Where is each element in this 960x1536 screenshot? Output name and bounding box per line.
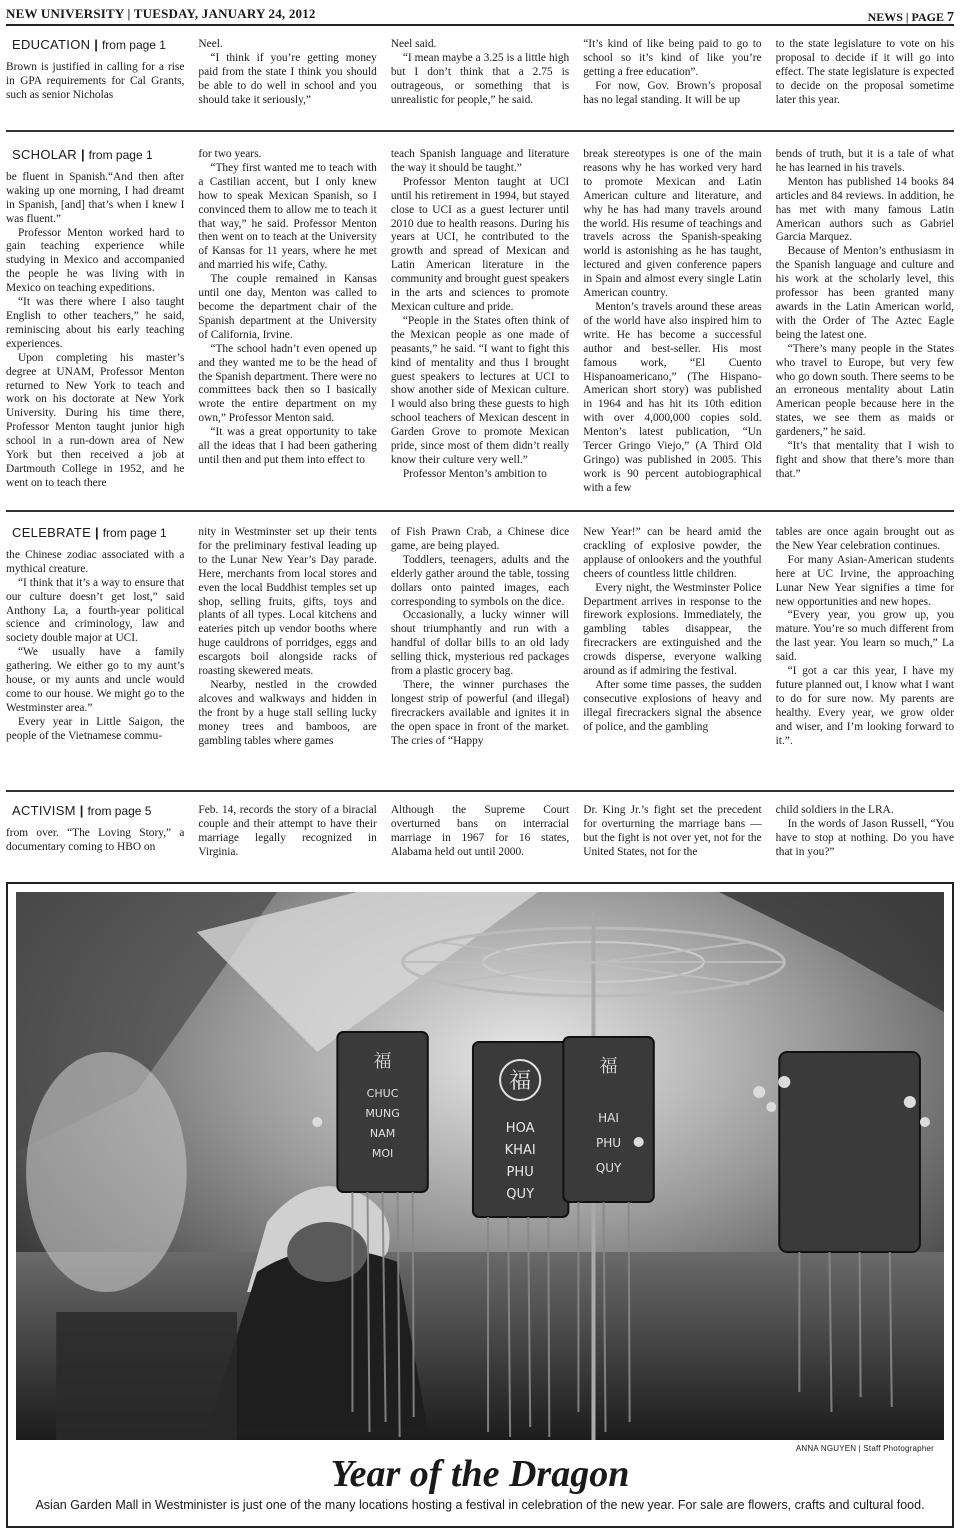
paragraph: bends of truth, but it is a tale of what he has learned in his travels. [775,148,955,174]
ornament-right-line: PHU [595,1136,622,1150]
education-jump-line [6,38,184,53]
jump-separator: | [94,38,98,52]
scholar-column-2 [198,148,376,498]
celebrate-column-2 [198,526,376,784]
photo-cutline: Asian Garden Mall in Westminister is just one of the many locations hosting a festival in celebration of the new year. For sale are flowers, crafts and cultural food. [35,1498,925,1512]
ornament-right-line: QUY [595,1161,622,1175]
paragraph: Feb. 14, records the story of a biracial couple and their attempt to have their marriage legally recognized in Virginia. [198,804,377,858]
festival-photo [16,892,944,1440]
ornament-left-line: NAM [369,1127,396,1140]
paragraph: Upon completing his master’s degree at UNAM, Professor Menton returned to New York to teach and work on his doctorate at New York University. During his time there, Professor Menton taught junior high school in a run-down area of New York but then received a job at Dartmouth College in 1952, and he went on to teach there [6,351,185,489]
paragraph: The couple remained in Kansas until one day, Menton was called to become the department chair of the Spanish department at the University of California, Irvine. [198,273,377,341]
paragraph: “It was there where I also taught English to other teachers,” he said, reminiscing about his early teaching experiences. [6,296,185,350]
jump-separator: | [95,526,99,540]
education-column-4 [583,38,761,126]
jump-separator: | [80,148,85,162]
paragraph: For many Asian-American students here at UC Irvine, the approaching Lunar New Year signifies a time for new opportunities and new hopes. [775,553,955,608]
activism-jump-line [6,804,184,819]
education-column-1 [6,38,184,126]
paragraph: Every night, the Westminster Police Department arrives in response to the firework explosions. Immediately, the gambling tables disappear, the firecrackers are extinguished and the crowds disperse, everyone walking around as if admiring the festival. [583,581,762,678]
ornament-center-line: PHU [506,1165,534,1180]
paragraph: Every year in Little Saigon, the people of the Vietnamese commu- [6,715,185,742]
activism-jump-story [6,800,954,876]
paragraph: Professor Menton worked hard to gain teaching experience while studying in Mexico and accompanied the people he was living with in Mexico on teaching expeditions. [6,226,185,295]
activism-column-3 [391,804,569,876]
paragraph: There, the winner purchases the longest strip of powerful (and illegal) firecrackers available and ignites it in the open space in front of the market. The cries of “Happy [390,678,570,747]
jump-slug: CELEBRATE [12,526,92,540]
photo-credit: ANNA NGUYEN | Staff Photographer [795,1444,934,1453]
paragraph: Professor Menton’s ambition to [402,467,547,480]
masthead-section-page [868,10,954,26]
jump-from-page: from page 5 [87,804,152,818]
paragraph: After some time passes, the sudden consecutive explosions of heavy and illegal firecrackers signal the absence of police, and the gambling [583,678,762,733]
jump-slug: ACTIVISM [12,804,76,818]
ornament-center-glyph: 福 [509,1069,532,1094]
paragraph: “I think if you’re getting money paid from the state I think you should be able to do well in school and you should take it seriously,” [198,51,377,106]
ornament-right-line: HAI [598,1111,619,1125]
paragraph: “I think that it’s a way to ensure that our culture doesn’t get lost,” said Anthony La, a fourth-year political science and criminology, law and society double major at UCI. [6,576,185,645]
section-rule [6,510,954,512]
activism-column-2 [198,804,376,876]
festival-photo-illustration [16,892,944,1440]
ornament-center-line: QUY [506,1187,535,1202]
paragraph: the Chinese zodiac associated with a mythical creature. [6,548,185,575]
education-column-2 [198,38,376,126]
paragraph: Dr. King Jr.’s fight set the precedent for overturning the marriage bans — but the fight is not over yet, not for the United States, not for the [583,804,762,858]
section-rule [6,130,954,132]
education-jump-story [6,30,954,128]
paragraph: “We usually have a family gathering. We either go to my aunt’s house, or my aunts and uncle would come to our house. We might go to the Westminster area.” [6,646,185,714]
jump-separator: | [79,804,84,818]
paragraph: Menton has published 14 books 84 articles and 84 reviews. In addition, he has met with many famous Latin American authors such as Gabriel Garcia Marquez. [775,175,955,244]
jump-slug: SCHOLAR [12,148,77,162]
paragraph: “People in the States often think of the Mexican people as one made of peasants,” he said. “I want to fight this kind of mentality and thus I brought guest speakers to lectures at UCI to show another side of Mexican culture. I would also bring these guests to high school teachers of Mexican descent in Garden Grove to promote Mexican pride, since most of them didn’t really know their culture very well.” [390,314,570,466]
paragraph: “There’s many people in the States who travel to Europe, but very few who go down south. There seems to be an erroneous mentality about Latin American people because here in the states, we see them as maids or gardeners,” he said. [775,342,955,439]
paragraph: Professor Menton taught at UCI until his retirement in 1994, but stayed close to UCI as a guest lecturer until 2010 due to health reasons. During his years at UCI, he contributed to the growth and spread of Mexican and Latin American literature in the community and brought guest speakers in the arts and sciences to promote Mexican culture and pride. [390,175,570,313]
paragraph: “I mean maybe a 3.25 is a little high but I don’t think that a 2.75 is outrageous, or something that is unrealistic for people,” he said. [390,51,570,106]
paragraph: for two years. [198,148,262,160]
celebrate-jump-line [6,526,184,541]
activism-column-5 [776,804,954,876]
masthead [6,4,954,26]
jump-from-page: from page 1 [88,148,153,162]
paragraph: child soldiers in the LRA. [775,804,894,816]
scholar-column-5 [776,148,954,498]
paragraph: “It’s that mentality that I wish to fight and show that there’s more than that.” [775,440,955,480]
paragraph: For now, Gov. Brown’s proposal has no legal standing. It will be up [583,79,762,106]
paragraph: teach Spanish language and literature the way it should be taught.” [390,148,570,174]
paragraph: of Fish Prawn Crab, a Chinese dice game, are being played. [390,526,570,552]
ornament-left-glyph: 福 [373,1051,392,1072]
paragraph: to the state legislature to vote on his proposal to decide if it will go into effect. The state legislature is expected to decide on the proposal sometime later this year. [775,38,955,106]
masthead-publication-date: NEW UNIVERSITY | TUESDAY, JANUARY 24, 2012 [6,6,316,21]
scholar-jump-story [6,140,954,510]
jump-from-page: from page 1 [102,526,167,540]
scholar-column-4 [583,148,761,498]
activism-column-1 [6,804,184,876]
paragraph: Toddlers, teenagers, adults and the elderly gather around the table, tossing dollars onto painted images, each corresponding to symbols on the dice. [390,553,570,608]
paragraph: “I got a car this year, I have my future planned out, I know what I want to do for sure now. My parents are healthy. Every year, we grow older and wiser, and I’m looking forward to it.”. [775,665,955,747]
section-label: NEWS | PAGE [867,10,947,24]
photo-headline: Year of the Dragon [330,1453,630,1495]
paragraph: “The school hadn’t even opened up and they wanted me to be the head of the Spanish department. There were no committees back then so I basically wrote the entire department on my own,” Professor Menton said. [198,342,377,425]
paragraph: be fluent in Spanish.“And then after waking up one morning, I had dreamt in Spanish, [and] that’s when I knew I was fluent.” [6,170,185,225]
ornament-right-glyph: 福 [599,1056,618,1077]
ornament-left-line: CHUC [366,1087,399,1100]
education-column-5 [776,38,954,126]
paragraph: Neel said. [390,38,437,50]
page-number: 7 [947,10,954,25]
paragraph: Because of Menton’s enthusiasm in the Spanish language and culture and his work at the scholarly level, this professor has been granted many awards in the Latin American world, with the Order of The Aztec Eagle being the latest one. [775,245,955,341]
scholar-column-1 [6,148,184,498]
celebrate-column-5 [776,526,954,784]
ornament-left-line: MUNG [365,1107,400,1120]
paragraph: Although the Supreme Court overturned bans on interracial marriage in 1967 for 16 states, Alabama held out until 2000. [390,804,570,858]
paragraph: New Year!” can be heard amid the crackling of explosive powder, the applause of onlookers and the youthful cheers of countless little children. [583,526,762,580]
paragraph: tables are once again brought out as the New Year celebration continues. [775,526,955,552]
ornament-center-line: KHAI [504,1143,536,1158]
paragraph: In the words of Jason Russell, “You have to stop at nothing. Do you have that in you?” [775,817,955,858]
paragraph: “It was a great opportunity to take all the ideas that I had been gathering until then and put them into effect to [198,426,377,466]
paragraph: Neel. [198,38,223,50]
paragraph: Nearby, nestled in the crowded alcoves and walkways and hidden in the front by a huge stall selling lucky money trees and bamboos, are gambling tables where games [198,678,377,747]
celebrate-column-1 [6,526,184,784]
scholar-column-3 [391,148,569,498]
celebrate-column-3 [391,526,569,784]
paragraph: “Every year, you grow up, you mature. You’re so much different from the last year. You learn so much,” La said. [775,609,955,664]
paragraph: Menton’s travels around these areas of the world have also inspired him to write. He has become a successful author and best-seller. His most famous work, “El Cuento Hispanoamericano,” (The Hispano-American short story) was published in 1964 and has hit its 10th edition with over 4,000,000 copies sold. Menton’s latest publication, “Un Tercer Gringo Viejo,” (A Third Old Gringo) was published in 2005. This work is 90 percent autobiographical with a few [583,300,762,494]
jump-slug: EDUCATION [12,38,91,52]
activism-column-4 [583,804,761,876]
ornament-left-line: MOI [371,1147,394,1160]
education-column-3 [391,38,569,126]
feature-photo-block [6,882,954,1528]
celebrate-column-4 [583,526,761,784]
paragraph: Occasionally, a lucky winner will shout triumphantly and run with a handful of dollar bills to an old lady selling thick, mysterious red packages from a plastic grocery bag. [390,609,570,678]
paragraph: from over. “The Loving Story,” a documentary coming to HBO on [6,826,185,853]
celebrate-jump-story [6,520,954,790]
scholar-jump-line [6,148,184,163]
paragraph: “It’s kind of like being paid to go to school so it’s kind of like you’re getting a free education”. [583,38,762,78]
ornament-center-line: HOA [505,1121,535,1136]
paragraph: Brown is justified in calling for a rise in GPA requirements for Cal Grants, such as senior Nicholas [6,60,185,101]
section-rule [6,790,954,792]
paragraph: break stereotypes is one of the main reasons why he has worked very hard to promote Mexican and Latin American culture and literature, and why he has had many travels around the world. His resume of teachings and travels across the Spanish-speaking world is astonishing as he has taught, lectured and given conference papers in Spain and almost every single Latin American country. [583,148,762,300]
jump-from-page: from page 1 [101,38,166,52]
paragraph: nity in Westminster set up their tents for the preliminary festival leading up to the Lunar New Year’s Day parade. Here, merchants from local stores and even the local Buddhist temples set up shop, selling fruits, gifts, toys and plants of all types. Local kitchens and eateries pitch up vendor booths where huge cauldrons of porridges, eggs and escargots boil alongside racks of roasting skewered meats. [198,526,377,678]
paragraph: “They first wanted me to teach with a Castilian accent, but I only knew how to speak Mexican Spanish, so I convinced them to allow me to teach it that way,” he said. Professor Menton then went on to teach at the University of Kansas for 11 years, where he met and married his wife, Cathy. [198,161,377,272]
